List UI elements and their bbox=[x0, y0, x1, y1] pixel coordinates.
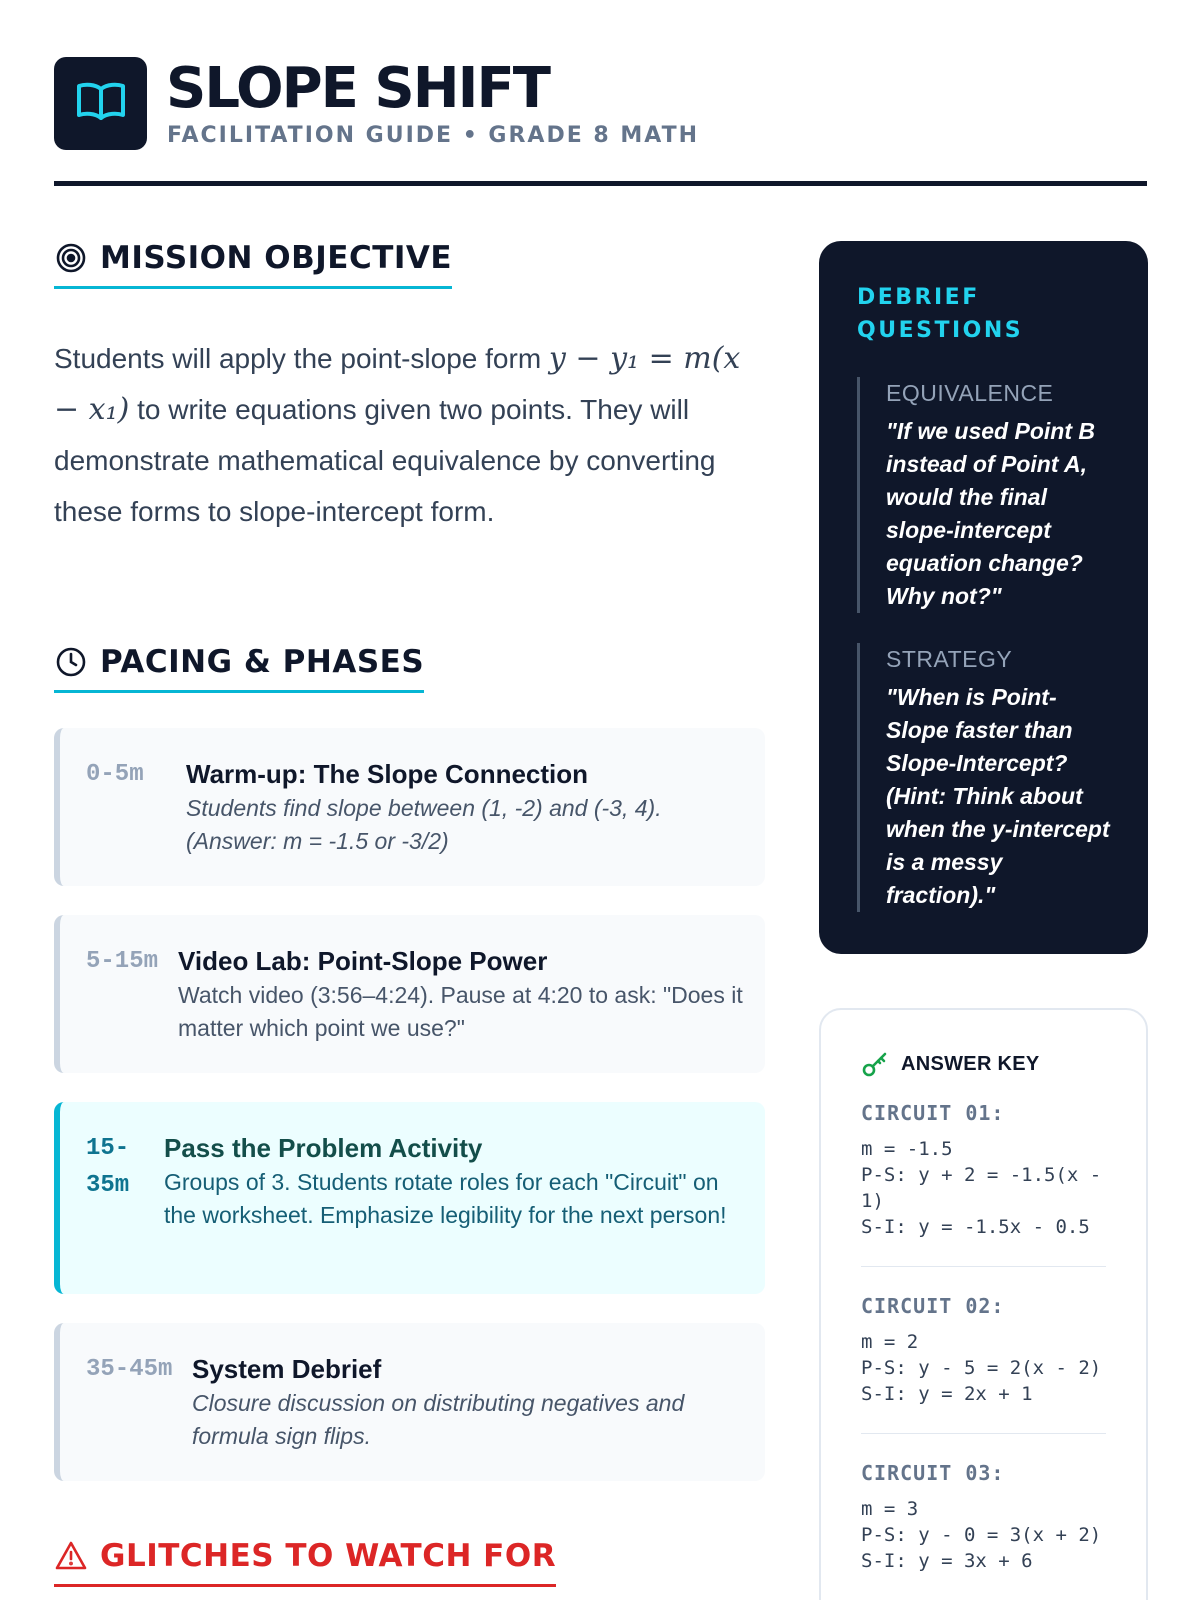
circuit-label: CIRCUIT 02: bbox=[861, 1294, 1005, 1318]
circuit-label: CIRCUIT 03: bbox=[861, 1461, 1005, 1485]
section-title: MISSION OBJECTIVE bbox=[100, 240, 453, 276]
key-icon bbox=[861, 1050, 889, 1078]
logo bbox=[54, 57, 147, 150]
debrief-question bbox=[857, 643, 1110, 912]
debrief-questions-panel bbox=[819, 241, 1148, 954]
question-text: "If we used Point B instead of Point A, would the final slope-intercept equation change? Why not?" bbox=[886, 418, 1095, 609]
point-slope-formula: y − y₁ = m(x − x₁) bbox=[54, 341, 741, 427]
target-icon bbox=[54, 241, 88, 275]
slope-intercept-answer: S-I: y = -1.5x - 0.5 bbox=[861, 1216, 1090, 1238]
point-slope-answer: P-S: y - 0 = 3(x + 2) bbox=[861, 1524, 1102, 1546]
objective-text-end: to write equations given two points. They will demonstrate mathematical equivalence by converting these forms to slope-intercept form. bbox=[54, 394, 716, 527]
phase-description: Closure discussion on distributing negatives and formula sign flips. bbox=[192, 1390, 685, 1449]
phase-title: Warm-up: The Slope Connection bbox=[186, 759, 589, 789]
question-text: "When is Point-Slope faster than Slope-Intercept? (Hint: Think about when the y-intercept is a messy fraction)." bbox=[886, 684, 1110, 908]
section-title: PACING & PHASES bbox=[100, 644, 425, 680]
phase-video-lab bbox=[54, 915, 765, 1073]
phase-description: Students find slope between (1, -2) and (-3, 4). (Answer: m = -1.5 or -3/2) bbox=[186, 795, 662, 854]
circuit-answer bbox=[861, 1098, 1113, 1267]
circuit-label: CIRCUIT 01: bbox=[861, 1101, 1005, 1125]
glitches-heading bbox=[54, 1538, 556, 1587]
phase-description: Groups of 3. Students rotate roles for each "Circuit" on the worksheet. Emphasize legibility for the next person! bbox=[164, 1169, 727, 1228]
slope-intercept-answer: S-I: y = 3x + 6 bbox=[861, 1550, 1033, 1572]
question-label: STRATEGY bbox=[886, 646, 1013, 672]
phase-time: 0-5m bbox=[86, 761, 144, 788]
phase-title: Pass the Problem Activity bbox=[164, 1133, 483, 1163]
debrief-question bbox=[857, 377, 1110, 613]
warning-icon bbox=[54, 1539, 88, 1573]
slope-value: m = 2 bbox=[861, 1331, 919, 1353]
clock-icon bbox=[54, 645, 88, 679]
debrief-title: DEBRIEF QUESTIONS bbox=[857, 285, 1024, 343]
phase-title: System Debrief bbox=[192, 1354, 382, 1384]
header-divider bbox=[54, 181, 1147, 186]
circuit-answer bbox=[861, 1291, 1106, 1434]
pacing-heading bbox=[54, 644, 424, 693]
slope-value: m = 3 bbox=[861, 1498, 919, 1520]
phase-title: Video Lab: Point-Slope Power bbox=[178, 946, 548, 976]
page-header bbox=[54, 57, 1147, 187]
phase-description: Watch video (3:56–4:24). Pause at 4:20 to ask: "Does it matter which point we use?" bbox=[178, 982, 743, 1041]
point-slope-answer: P-S: y - 5 = 2(x - 2) bbox=[861, 1357, 1102, 1379]
question-label: EQUIVALENCE bbox=[886, 380, 1054, 406]
section-title: GLITCHES TO WATCH FOR bbox=[100, 1538, 557, 1574]
open-book-icon bbox=[75, 79, 127, 128]
point-slope-answer: P-S: y + 2 = -1.5(x - 1) bbox=[861, 1164, 1113, 1212]
phase-time: 15-35m bbox=[86, 1135, 130, 1199]
answer-key-panel bbox=[819, 1008, 1148, 1600]
slope-intercept-answer: S-I: y = 2x + 1 bbox=[861, 1383, 1033, 1405]
circuit-answer bbox=[861, 1458, 1106, 1600]
mission-objective-text bbox=[54, 333, 754, 537]
objective-text-start: Students will apply the point-slope form bbox=[54, 343, 549, 374]
slope-value: m = -1.5 bbox=[861, 1138, 953, 1160]
answer-key-heading bbox=[861, 1050, 1106, 1078]
mission-objective-heading bbox=[54, 240, 452, 289]
phase-time: 5-15m bbox=[86, 948, 159, 975]
page-title: SLOPE SHIFT bbox=[166, 56, 549, 121]
phase-pass-the-problem bbox=[54, 1102, 765, 1294]
phase-warm-up bbox=[54, 728, 765, 886]
phase-time: 35-45m bbox=[86, 1356, 173, 1383]
page-subtitle: FACILITATION GUIDE • GRADE 8 MATH bbox=[167, 123, 699, 148]
answer-key-title: ANSWER KEY bbox=[901, 1052, 1040, 1075]
phase-system-debrief bbox=[54, 1323, 765, 1481]
